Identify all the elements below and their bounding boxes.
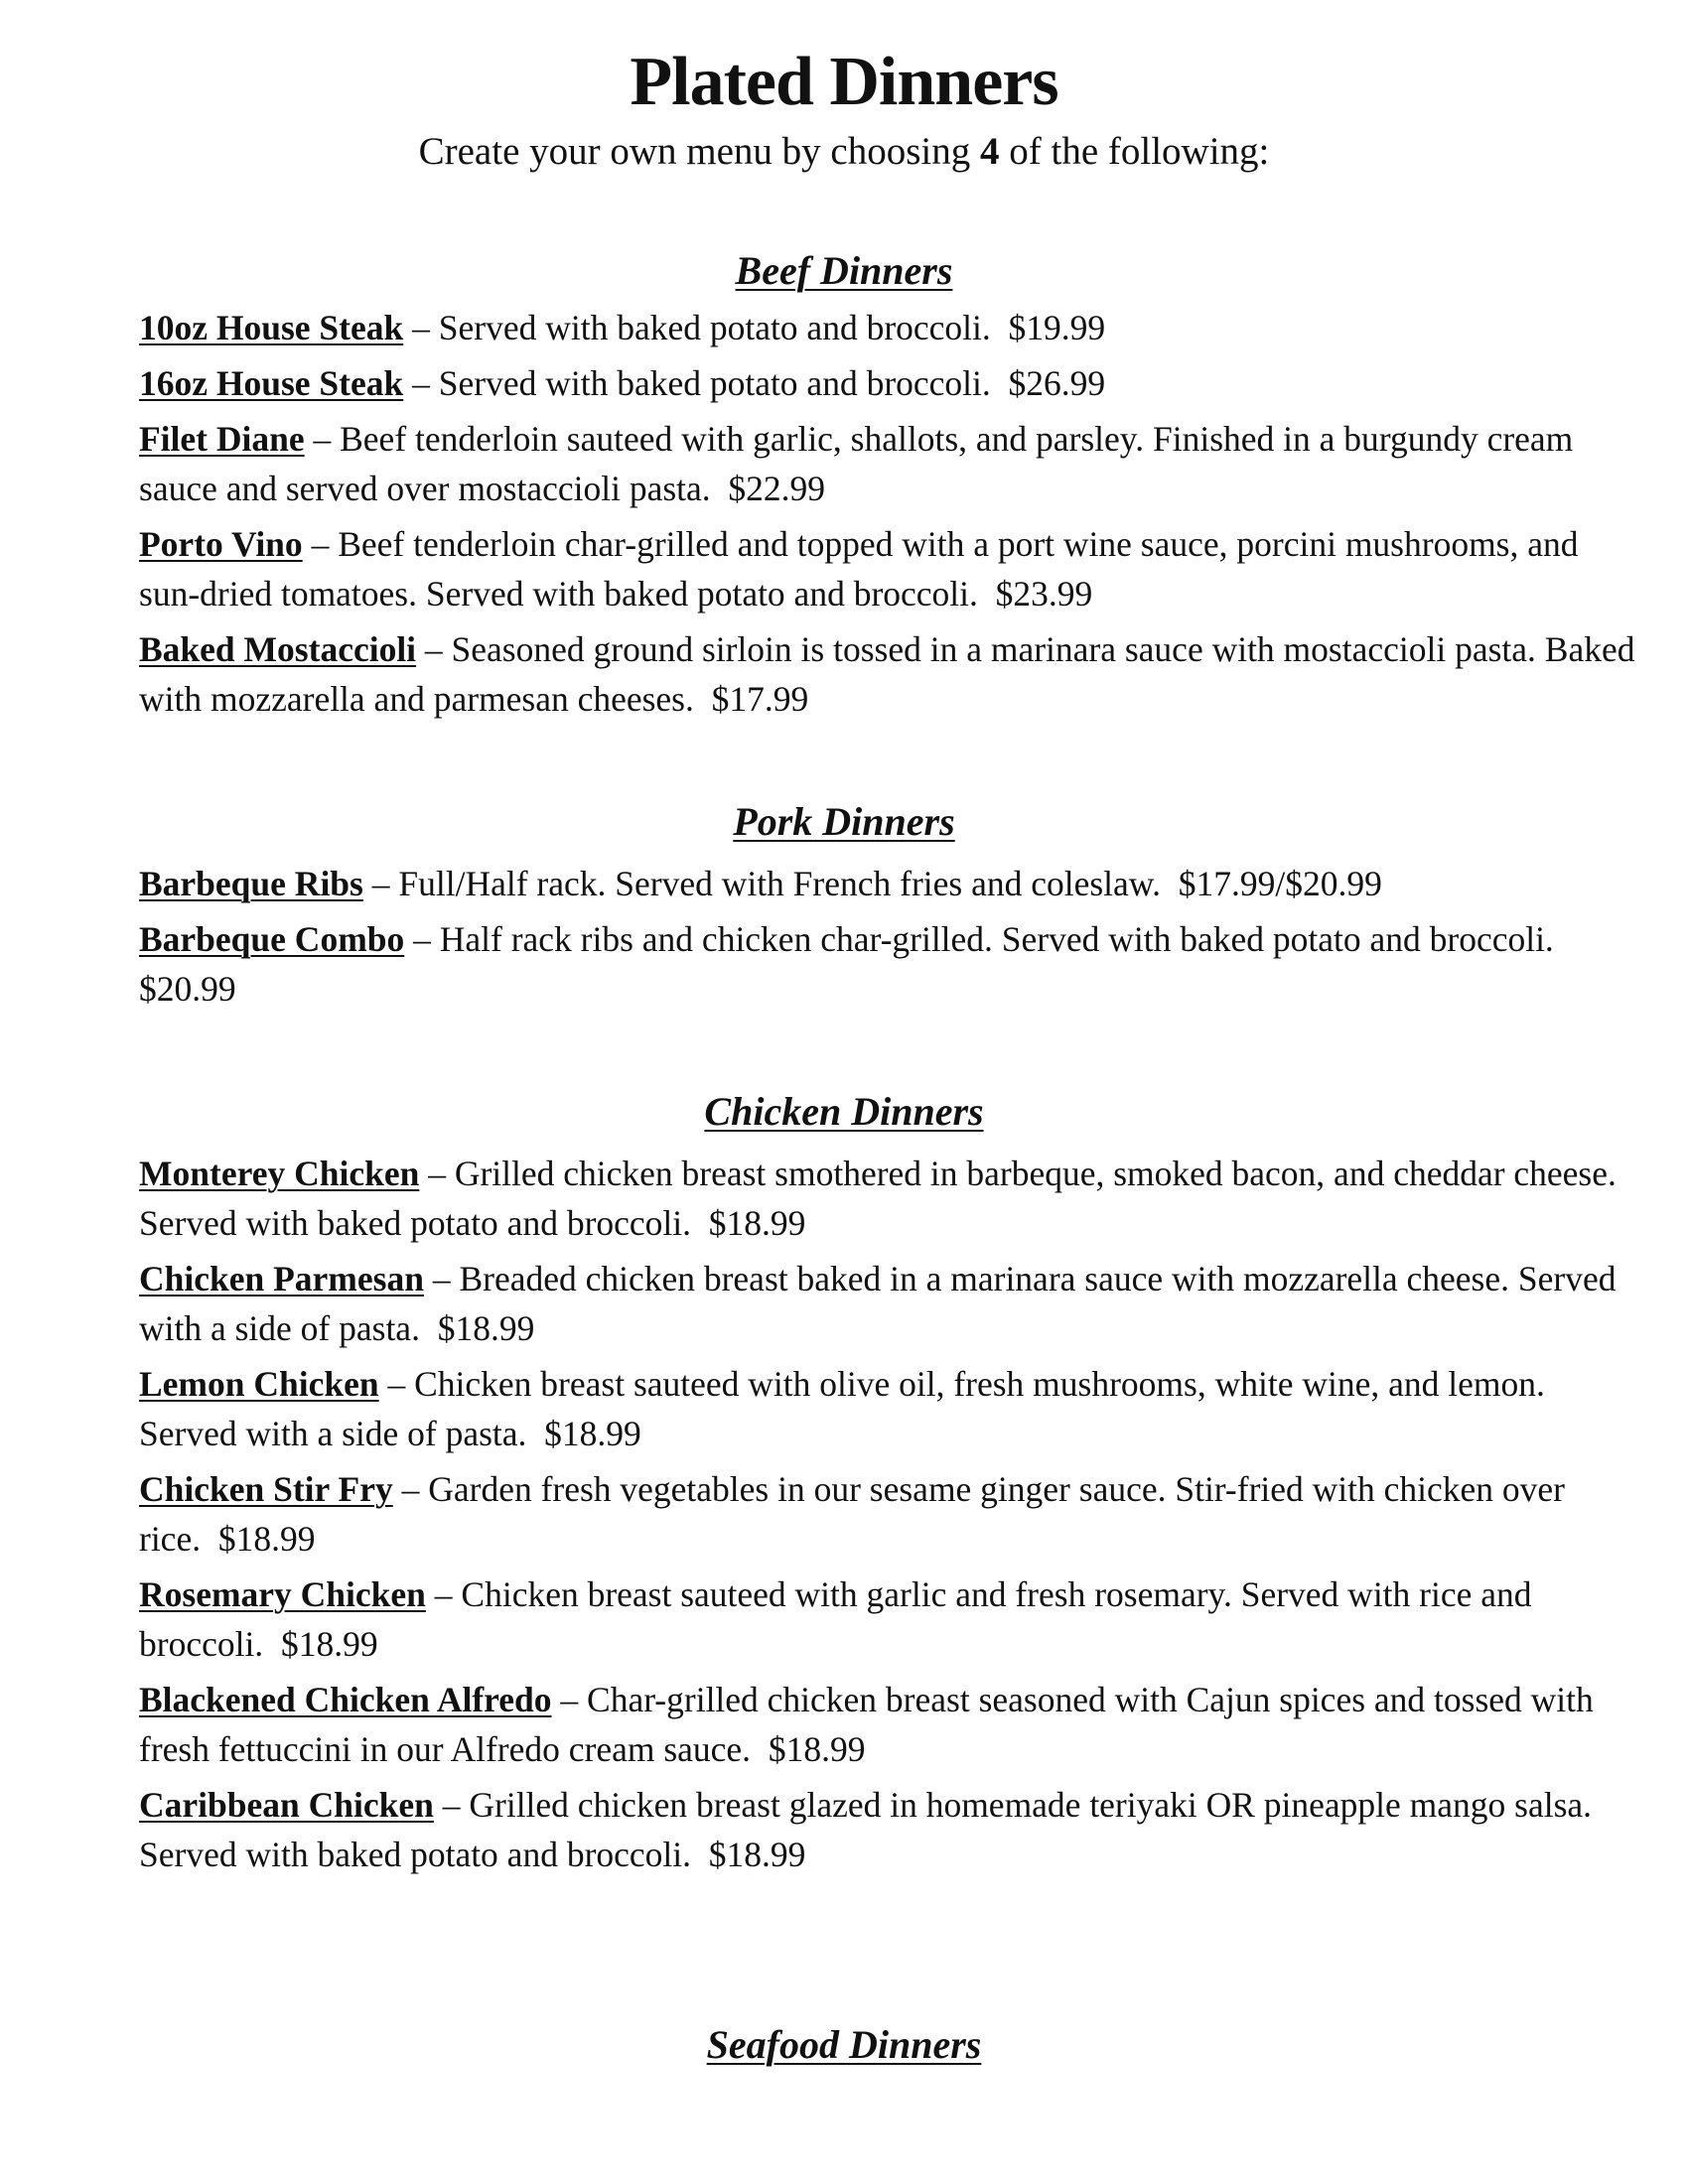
subtitle-before: Create your own menu by choosing [418,130,980,173]
subtitle-count: 4 [980,130,1000,173]
menu-item-description: Seasoned ground sirloin is tossed in a marinara sauce with mostaccioli pasta. Baked with mozzarella and parmesan cheeses. [139,629,1635,719]
menu-item: 10oz House Steak – Served with baked potato and broccoli. $19.99 [139,308,1106,347]
menu-item-description: Breaded chicken breast baked in a marinara sauce with mozzarella cheese. Served with a side of pasta. [139,1259,1617,1348]
menu-item-name: 16oz House Steak [139,363,404,403]
menu-item-description: Grilled chicken breast smothered in barbeque, smoked bacon, and cheddar cheese. Served with baked potato and broccoli. [139,1154,1617,1243]
menu-item-price: $18.99 [280,1624,378,1664]
subtitle-after: of the following: [999,130,1270,173]
menu-item: Porto Vino – Beef tenderloin char-grilled and topped with a port wine sauce, porcini mushrooms, and sun-dried tomatoes. Served with baked potato and broccoli. $23.99 [139,524,1579,614]
menu-item-price: $26.99 [1008,363,1106,403]
menu-item-price: $22.99 [728,469,826,508]
menu-item-name: Chicken Parmesan [139,1259,424,1298]
menu-item-price: $18.99 [708,1203,806,1243]
menu-item-name: Rosemary Chicken [139,1574,426,1614]
menu-item-price: $18.99 [217,1519,316,1559]
menu-item: 16oz House Steak – Served with baked potato and broccoli. $26.99 [139,363,1106,403]
menu-item-description: Garden fresh vegetables in our sesame ginger sauce. Stir-fried with chicken over rice. [139,1469,1565,1559]
menu-item-description: Full/Half rack. Served with French fries and coleslaw. [398,864,1161,903]
menu-item: Barbeque Ribs – Full/Half rack. Served with French fries and coleslaw. $17.99/$20.99 [139,864,1382,903]
menu-item-price: $19.99 [1008,308,1106,347]
menu-item: Monterey Chicken – Grilled chicken breast smothered in barbeque, smoked bacon, and cheddar cheese. Served with baked potato and broccoli. $18.99 [139,1154,1617,1243]
menu-item-name: Barbeque Combo [139,919,405,959]
menu-item: Baked Mostaccioli – Seasoned ground sirloin is tossed in a marinara sauce with mostaccioli pasta. Baked with mozzarella and parmesan cheeses. $17.99 [139,629,1635,719]
menu-item-name: Barbeque Ribs [139,864,363,903]
menu-item-name: Porto Vino [139,524,303,564]
section-items-beef [139,303,1638,730]
menu-item-price: $20.99 [139,969,236,1009]
menu-item: Blackened Chicken Alfredo – Char-grilled chicken breast seasoned with Cajun spices and tossed with fresh fettuccini in our Alfredo cream sauce. $18.99 [139,1680,1594,1769]
menu-item-price: $17.99 [711,679,809,719]
menu-item: Barbeque Combo – Half rack ribs and chicken char-grilled. Served with baked potato and broccoli. $20.99 [139,919,1554,1009]
menu-item-description: Served with baked potato and broccoli. [438,363,991,403]
menu-item-price: $18.99 [437,1308,535,1348]
menu-item-description: Half rack ribs and chicken char-grilled. Served with baked potato and broccoli. [439,919,1554,959]
menu-item: Filet Diane – Beef tenderloin sauteed with garlic, shallots, and parsley. Finished in a burgundy cream sauce and served over mostaccioli pasta. $22.99 [139,419,1574,508]
menu-item-price: $18.99 [768,1729,866,1769]
menu-item-description: Chicken breast sauteed with olive oil, fresh mushrooms, white wine, and lemon. Served with a side of pasta. [139,1364,1545,1453]
menu-item: Chicken Stir Fry – Garden fresh vegetables in our sesame ginger sauce. Stir-fried with chicken over rice. $18.99 [139,1469,1565,1559]
menu-item-name: Filet Diane [139,419,305,459]
section-heading-pork: Pork Dinners [733,799,955,844]
menu-item: Caribbean Chicken – Grilled chicken breast glazed in homemade teriyaki OR pineapple mango salsa. Served with baked potato and broccoli. $18.99 [139,1785,1593,1874]
section-heading-seafood: Seafood Dinners [706,2022,982,2067]
menu-item-name: Blackened Chicken Alfredo [139,1680,552,1719]
menu-item-name: 10oz House Steak [139,308,404,347]
page-title: Plated Dinners [630,44,1058,120]
menu-item: Rosemary Chicken – Chicken breast sauteed with garlic and fresh rosemary. Served with rice and broccoli. $18.99 [139,1574,1532,1664]
menu-item-name: Baked Mostaccioli [139,629,417,669]
menu-item: Lemon Chicken – Chicken breast sauteed with olive oil, fresh mushrooms, white wine, and lemon. Served with a side of pasta. $18.99 [139,1364,1545,1453]
page-subtitle [0,127,1688,177]
section-heading-chicken: Chicken Dinners [704,1089,984,1134]
menu-item-name: Caribbean Chicken [139,1785,434,1825]
menu-item-price: $23.99 [995,574,1093,614]
menu-item-description: Chicken breast sauteed with garlic and fresh rosemary. Served with rice and broccoli. [139,1574,1532,1664]
section-items-pork [139,859,1638,1020]
menu-item-name: Monterey Chicken [139,1154,420,1193]
menu-item-name: Chicken Stir Fry [139,1469,393,1509]
menu-item-price: $17.99/$20.99 [1178,864,1382,903]
menu-item-description: Char-grilled chicken breast seasoned with Cajun spices and tossed with fresh fettuccini in our Alfredo cream sauce. [139,1680,1594,1769]
section-heading-beef: Beef Dinners [735,248,953,293]
menu-item-description: Grilled chicken breast glazed in homemade teriyaki OR pineapple mango salsa. Served with baked potato and broccoli. [139,1785,1593,1874]
menu-item-price: $18.99 [708,1835,806,1874]
menu-item: Chicken Parmesan – Breaded chicken breast baked in a marinara sauce with mozzarella cheese. Served with a side of pasta. $18.99 [139,1259,1617,1348]
menu-item-description: Beef tenderloin char-grilled and topped with a port wine sauce, porcini mushrooms, and sun-dried tomatoes. Served with baked potato and broccoli. [139,524,1579,614]
menu-item-description: Served with baked potato and broccoli. [438,308,991,347]
menu-item-name: Lemon Chicken [139,1364,379,1404]
section-items-chicken [139,1149,1638,1885]
menu-item-price: $18.99 [544,1414,641,1453]
menu-item-description: Beef tenderloin sauteed with garlic, shallots, and parsley. Finished in a burgundy cream sauce and served over mostaccioli pasta. [139,419,1574,508]
